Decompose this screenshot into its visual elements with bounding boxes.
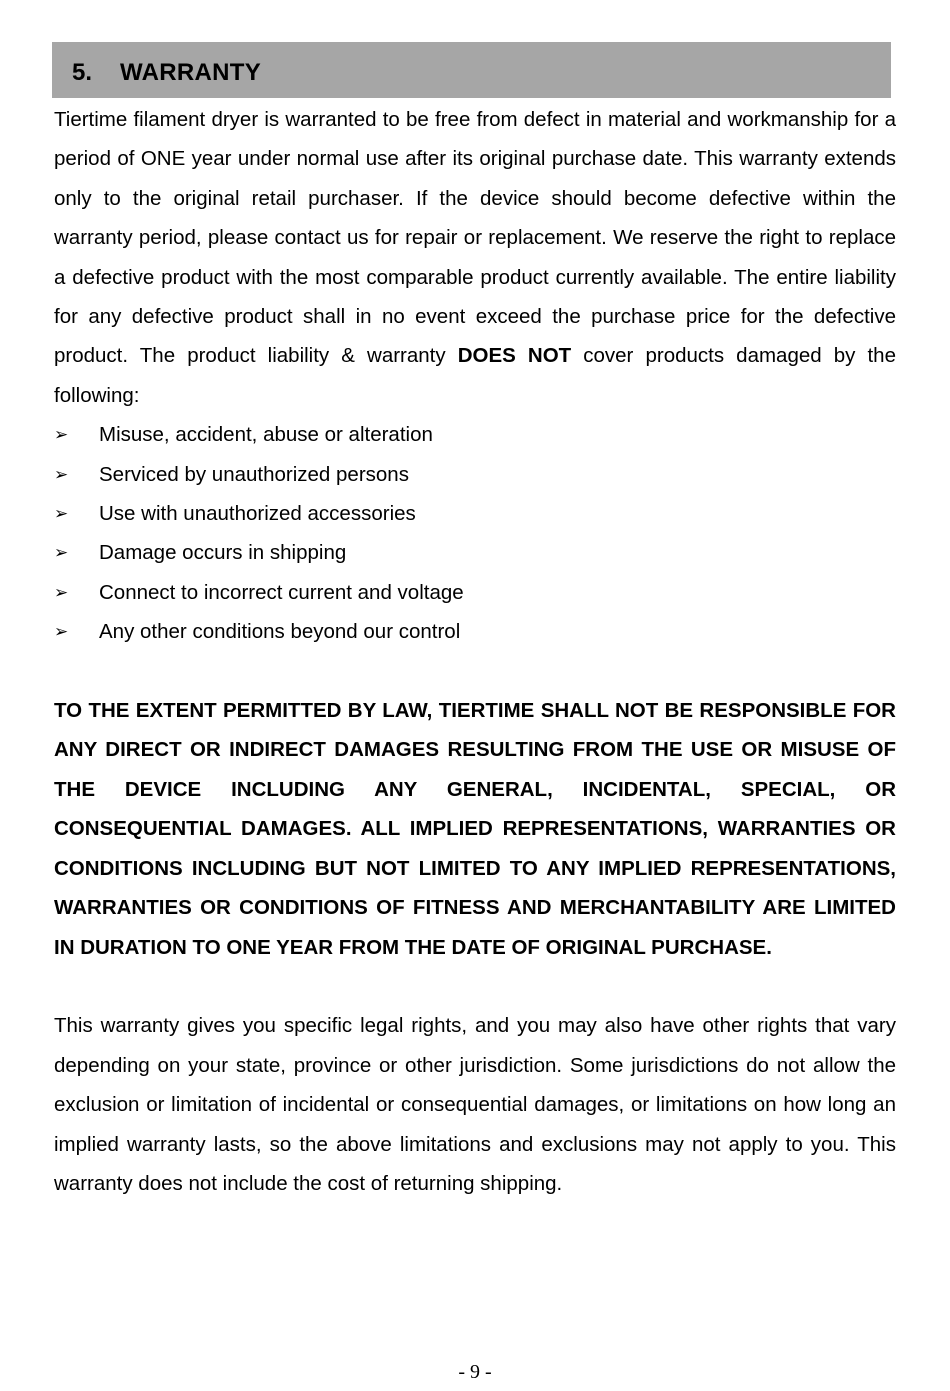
section-number: 5. [72, 59, 93, 86]
exclusions-list [54, 415, 896, 651]
arrow-bullet-icon: ➢ [54, 504, 69, 524]
rights-statement: This warranty gives you specific legal rights, and you may also have other rights that vary depending on your state, province or other jurisdiction. Some jurisdictions do not allow the exclusion or limitation of incidental or consequential damages, or limitations on how long an implied warranty lasts, so the above limitations and exclusions may not apply to you. This warranty does not include the cost of returning shipping. [54, 1014, 896, 1195]
page-number: - 9 - [458, 1361, 492, 1383]
list-item [54, 415, 896, 454]
arrow-bullet-icon: ➢ [54, 622, 69, 642]
arrow-bullet-icon: ➢ [54, 425, 69, 445]
intro-bold-emphasis: DOES NOT [457, 344, 572, 368]
exclusion-text: Serviced by unauthorized persons [99, 462, 409, 486]
intro-text-end: cover products damaged by the following: [54, 344, 896, 407]
exclusion-text: Use with unauthorized accessories [99, 502, 416, 526]
exclusion-text: Connect to incorrect current and voltage [99, 580, 464, 604]
exclusion-text: Misuse, accident, abuse or alteration [99, 423, 433, 447]
exclusion-text: Any other conditions beyond our control [99, 620, 461, 644]
list-item [54, 455, 896, 494]
warranty-content [54, 100, 896, 1203]
list-item [54, 533, 896, 572]
list-item [54, 573, 896, 612]
arrow-bullet-icon: ➢ [54, 582, 69, 602]
warranty-intro-paragraph [54, 100, 896, 415]
section-header [52, 42, 891, 98]
section-title: WARRANTY [120, 59, 262, 86]
list-item [54, 494, 896, 533]
arrow-bullet-icon: ➢ [54, 543, 69, 563]
intro-text-start: Tiertime filament dryer is warranted to be free from defect in material and workmanship for a period of ONE year under normal use after its original purchase date. This warranty extends only to the original retail purchaser. If the device should become defective within the warranty period, please contact us for repair or replacement. We reserve the right to replace a defective product with the most comparable product currently available. The entire liability for any defective product shall in no event exceed the purchase price for the defective product. The product liability & warranty [54, 108, 896, 368]
legal-disclaimer: TO THE EXTENT PERMITTED BY LAW, TIERTIME SHALL NOT BE RESPONSIBLE FOR ANY DIRECT OR INDIRECT DAMAGES RESULTING FROM THE USE OR MISUSE OF THE DEVICE INCLUDING ANY GENERAL, INCIDENTAL, SPECIAL, OR CONSEQUENTIAL DAMAGES. ALL IMPLIED REPRESENTATIONS, WARRANTIES OR CONDITIONS INCLUDING BUT NOT LIMITED TO ANY IMPLIED REPRESENTATIONS, WARRANTIES OR CONDITIONS OF FITNESS AND MERCHANTABILITY ARE LIMITED IN DURATION TO ONE YEAR FROM THE DATE OF ORIGINAL PURCHASE. [54, 699, 896, 959]
arrow-bullet-icon: ➢ [54, 464, 69, 484]
list-item [54, 612, 896, 651]
exclusion-text: Damage occurs in shipping [99, 541, 347, 565]
